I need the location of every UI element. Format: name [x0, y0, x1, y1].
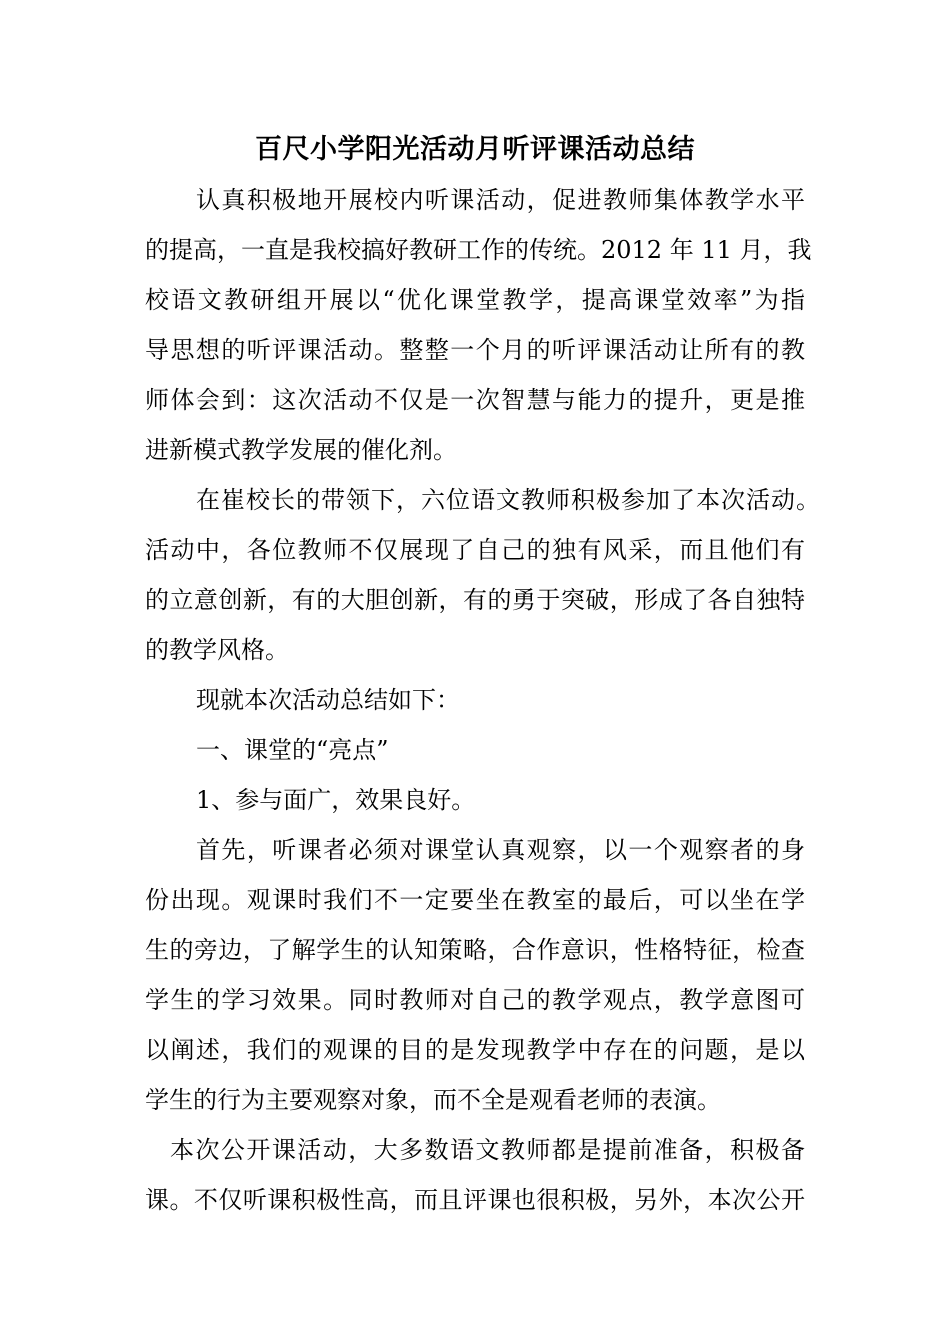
paragraph-line: 本次公开课活动，大多数语文教师都是提前准备，积极备: [170, 1136, 805, 1164]
paragraph-line: 进新模式教学发展的催化剂。: [145, 436, 457, 464]
paragraph-line: 的提高，一直是我校搞好教研工作的传统。2012 年 11 月，我: [145, 236, 812, 264]
document-title: 百尺小学阳光活动月听评课活动总结: [255, 134, 695, 165]
paragraph-line: 首先，听课者必须对课堂认真观察，以一个观察者的身: [196, 836, 805, 864]
paragraph-line: 校语文教研组开展以“优化课堂教学，提高课堂效率”为指: [145, 286, 805, 314]
paragraph-line: 课。不仅听课积极性高，而且评课也很积极，另外，本次公开: [145, 1186, 805, 1214]
paragraph-line: 学生的学习效果。同时教师对自己的教学观点，教学意图可: [145, 986, 805, 1014]
subsection-heading: 1、参与面广，效果良好。: [196, 786, 476, 814]
paragraph-line: 活动中，各位教师不仅展现了自己的独有风采，而且他们有: [145, 536, 805, 564]
paragraph-line: 以阐述，我们的观课的目的是发现教学中存在的问题，是以: [145, 1036, 805, 1064]
paragraph-line: 生的旁边，了解学生的认知策略，合作意识，性格特征，检查: [145, 936, 805, 964]
paragraph-line: 在崔校长的带领下，六位语文教师积极参加了本次活动。: [196, 486, 820, 514]
paragraph-line: 的立意创新，有的大胆创新，有的勇于突破，形成了各自独特: [145, 586, 805, 614]
paragraph-line: 的教学风格。: [145, 636, 289, 664]
section-heading: 一、课堂的“亮点”: [196, 736, 389, 764]
paragraph-line: 现就本次活动总结如下：: [196, 686, 460, 714]
paragraph-line: 导思想的听评课活动。整整一个月的听评课活动让所有的教: [145, 336, 805, 364]
paragraph-line: 认真积极地开展校内听课活动，促进教师集体教学水平: [196, 186, 805, 214]
paragraph-line: 份出现。观课时我们不一定要坐在教室的最后，可以坐在学: [145, 886, 805, 914]
paragraph-line: 师体会到：这次活动不仅是一次智慧与能力的提升，更是推: [145, 386, 805, 414]
paragraph-line: 学生的行为主要观察对象，而不全是观看老师的表演。: [145, 1086, 721, 1114]
